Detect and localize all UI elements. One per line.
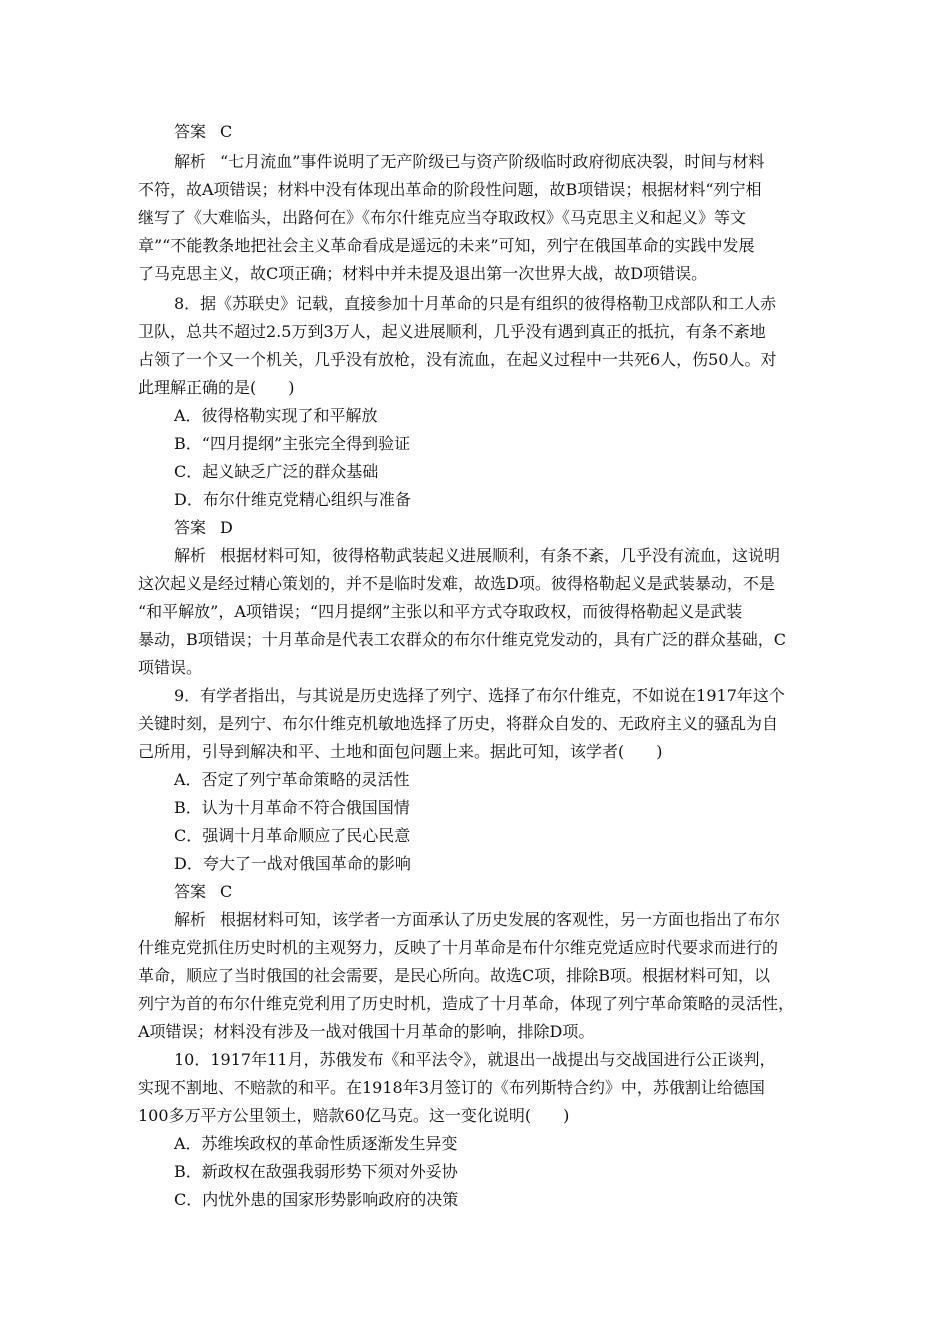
- q8-analysis-line-4: 暴动，B项错误；十月革命是代表工农群众的布尔什维克党发动的，具有广泛的群众基础，C: [138, 630, 787, 649]
- q10-option-c: C．内忧外患的国家形势影响政府的决策: [174, 1190, 459, 1209]
- q9-analysis-line-2: 什维克党抓住历史时机的主观努力，反映了十月革命是布什尔维克党适应时代要求而进行的: [138, 938, 779, 957]
- q10-option-b: B．新政权在敌强我弱形势下须对外妥协: [174, 1162, 458, 1181]
- q8-stem-line-3: 占领了一个又一个机关，几乎没有放枪，没有流血，在起义过程中一共死6人，伤50人。对: [138, 350, 777, 369]
- q8-analysis-line-3: “和平解放”，A项错误；“四月提纲”主张以和平方式夺取政权，而彼得格勒起义是武装: [138, 602, 743, 621]
- analysis-text: 根据材料可知，该学者一方面承认了历史发展的客观性，另一方面也指出了布尔: [220, 910, 781, 929]
- q9-option-b: B．认为十月革命不符合俄国国情: [174, 798, 410, 817]
- q8-option-b: B．“四月提纲”主张完全得到验证: [174, 434, 411, 453]
- analysis-label: 解析: [174, 152, 207, 171]
- q8-option-d: D．布尔什维克党精心组织与准备: [174, 490, 411, 509]
- q10-stem-line-2: 实现不割地、不赔款的和平。在1918年3月签订的《布列斯特合约》中，苏俄割让给德国: [138, 1078, 765, 1097]
- q9-option-c: C．强调十月革命顺应了民心民意: [174, 826, 411, 845]
- q9-option-d: D．夸大了一战对俄国革命的影响: [174, 854, 411, 873]
- q7-analysis-line-2: 不符，故A项错误；材料中没有体现出革命的阶段性问题，故B项错误；根据材料“列宁相: [138, 180, 762, 199]
- q9-stem-line-3: 己所用，引导到解决和平、土地和面包问题上来。据此可知，该学者( ): [138, 742, 663, 761]
- answer-value: D: [220, 518, 233, 537]
- analysis-label: 解析: [174, 910, 207, 929]
- analysis-label: 解析: [174, 546, 207, 565]
- q7-answer: [174, 122, 232, 142]
- q9-analysis-line-3: 革命，顺应了当时俄国的社会需要，是民心所向。故选C项，排除B项。根据材料可知，以: [138, 966, 771, 985]
- q9-option-a: A．否定了列宁革命策略的灵活性: [174, 770, 410, 789]
- q9-stem-line-1: 9．有学者指出，与其说是历史选择了列宁、选择了布尔什维克，不如说在1917年这个: [174, 686, 785, 705]
- q8-analysis-line-2: 这次起义是经过精心策划的，并不是临时发难，故选D项。彼得格勒起义是武装暴动，不是: [138, 574, 775, 593]
- q10-option-a: A．苏维埃政权的革命性质逐渐发生异变: [174, 1134, 458, 1153]
- answer-value: C: [220, 122, 233, 141]
- q8-stem-line-1: 8．据《苏联史》记载，直接参加十月革命的只是有组织的彼得格勒卫戍部队和工人赤: [174, 294, 777, 313]
- q7-analysis-line-5: 了马克思主义，故C项正确；材料中并未提及退出第一次世界大战，故D项错误。: [138, 264, 708, 283]
- q7-analysis-line-3: 继写了《大难临头，出路何在》《布尔什维克应当夺取政权》《马克思主义和起义》等文: [138, 208, 747, 227]
- q10-stem-line-1: 10．1917年11月，苏俄发布《和平法令》，就退出一战提出与交战国进行公正谈判，: [174, 1050, 776, 1069]
- analysis-text: 根据材料可知，彼得格勒武装起义进展顺利，有条不紊，几乎没有流血，这说明: [220, 546, 781, 565]
- q9-stem-line-2: 关键时刻，是列宁、布尔什维克机敏地选择了历史，将群众自发的、无政府主义的骚乱为自: [138, 714, 779, 733]
- q8-analysis-line-1: [174, 546, 780, 566]
- q7-analysis-line-1: [174, 152, 764, 172]
- q9-analysis-line-1: [174, 910, 780, 930]
- answer-label: 答案: [174, 882, 207, 901]
- q8-answer: [174, 518, 233, 538]
- q10-stem-line-3: 100多万平方公里领土，赔款60亿马克。这一变化说明( ): [138, 1106, 570, 1125]
- q9-analysis-line-5: A项错误；材料没有涉及一战对俄国十月革命的影响，排除D项。: [138, 1022, 595, 1041]
- q7-analysis-line-4: 章”“不能教条地把社会主义革命看成是遥远的未来”可知，列宁在俄国革命的实践中发展: [138, 236, 755, 255]
- q8-option-a: A．彼得格勒实现了和平解放: [174, 406, 378, 425]
- answer-label: 答案: [174, 122, 207, 141]
- q8-analysis-line-5: 项错误。: [138, 658, 203, 677]
- q8-stem-line-2: 卫队，总共不超过2.5万到3万人，起义进展顺利，几乎没有遇到真正的抵抗，有条不紊地: [138, 322, 766, 341]
- q9-analysis-line-4: 列宁为首的布尔什维克党利用了历史时机，造成了十月革命，体现了列宁革命策略的灵活性，: [138, 994, 795, 1013]
- q8-option-c: C．起义缺乏广泛的群众基础: [174, 462, 379, 481]
- answer-label: 答案: [174, 518, 207, 537]
- answer-value: C: [220, 882, 233, 901]
- analysis-text: “七月流血”事件说明了无产阶级已与资产阶级临时政府彻底决裂，时间与材料: [220, 152, 765, 171]
- q9-answer: [174, 882, 232, 902]
- q8-stem-line-4: 此理解正确的是( ): [138, 378, 295, 397]
